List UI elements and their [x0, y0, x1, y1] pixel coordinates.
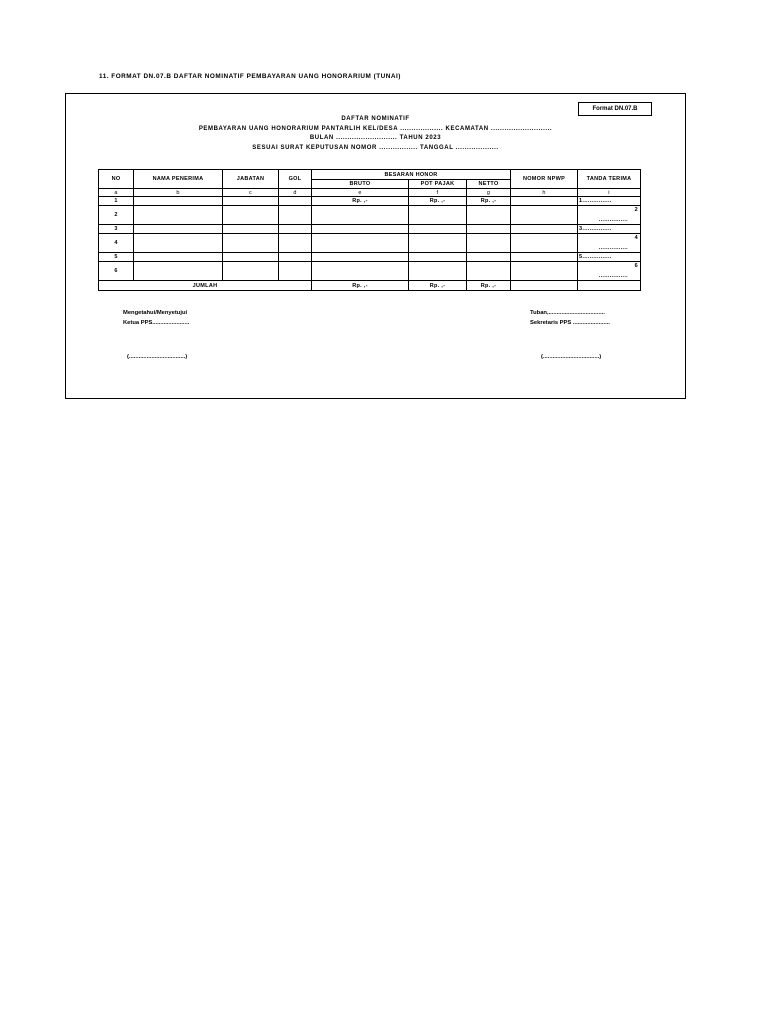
sign-dots: ................ [582, 198, 612, 204]
row-gol[interactable] [279, 253, 312, 262]
row-npwp[interactable] [511, 225, 578, 234]
header-pot-pajak: POT PAJAK [409, 180, 467, 189]
row-bruto[interactable] [312, 206, 409, 225]
total-label: JUMLAH [99, 281, 312, 291]
row-pot-pajak[interactable] [409, 262, 467, 281]
place-date-label: Tuban,................................... [530, 310, 605, 316]
row-nama[interactable] [134, 234, 223, 253]
total-npwp [511, 281, 578, 291]
row-npwp[interactable] [511, 197, 578, 206]
sign-number: 6 [634, 263, 639, 269]
row-tanda-terima[interactable] [578, 206, 641, 225]
letter-cell: b [134, 189, 223, 197]
nominatif-table [98, 169, 641, 291]
letter-cell: d [279, 189, 312, 197]
total-pot-pajak: Rp. ,- [409, 281, 467, 291]
row-netto[interactable] [467, 234, 511, 253]
header-gol: GOL [279, 170, 312, 189]
sign-number: 3 [579, 226, 583, 232]
row-no: 6 [99, 262, 134, 281]
sign-dots: ................ [582, 226, 612, 232]
approval-label: Mengetahui/Menyetujui [123, 310, 188, 316]
header-no: NO [99, 170, 134, 189]
title-line-2: PEMBAYARAN UANG HONORARIUM PANTARLIH KEL/DESA ................... KECAMATAN ........................... [198, 125, 553, 132]
row-gol[interactable] [279, 206, 312, 225]
row-gol[interactable] [279, 197, 312, 206]
row-netto[interactable] [467, 225, 511, 234]
row-nama[interactable] [134, 197, 223, 206]
header-tanda-terima: TANDA TERIMA [578, 170, 641, 189]
row-bruto[interactable] [312, 253, 409, 262]
row-netto[interactable] [467, 253, 511, 262]
row-no: 3 [99, 225, 134, 234]
title-line-3: BULAN ........................... TAHUN 2023 [309, 135, 442, 141]
signature-block-left [123, 308, 189, 328]
header-bruto: BRUTO [312, 180, 409, 189]
row-jabatan[interactable] [223, 234, 279, 253]
letter-cell: g [467, 189, 511, 197]
row-jabatan[interactable] [223, 253, 279, 262]
row-pot-pajak[interactable] [409, 253, 467, 262]
row-npwp[interactable] [511, 234, 578, 253]
row-npwp[interactable] [511, 253, 578, 262]
header-jabatan: JABATAN [223, 170, 279, 189]
chairman-label: Ketua PPS....................... [123, 320, 190, 326]
row-bruto[interactable] [312, 234, 409, 253]
letter-cell: i [578, 189, 641, 197]
signature-name-left[interactable]: (...................................) [127, 354, 188, 360]
table-row [99, 262, 641, 281]
row-pot-pajak[interactable] [409, 234, 467, 253]
header-netto: NETTO [467, 180, 511, 189]
table-row [99, 225, 641, 234]
total-tanda-terima [578, 281, 641, 291]
letter-row [99, 189, 641, 197]
form-frame [65, 93, 686, 399]
row-jabatan[interactable] [223, 262, 279, 281]
letter-cell: h [511, 189, 578, 197]
row-npwp[interactable] [511, 206, 578, 225]
row-nama[interactable] [134, 262, 223, 281]
format-label-box: Format DN.07.B [578, 102, 652, 116]
title-block [66, 115, 685, 153]
sign-dots: ................ [598, 273, 629, 279]
table-row [99, 234, 641, 253]
row-jabatan[interactable] [223, 206, 279, 225]
row-gol[interactable] [279, 262, 312, 281]
row-no: 4 [99, 234, 134, 253]
table-row [99, 253, 641, 262]
row-tanda-terima[interactable] [578, 253, 641, 262]
row-nama[interactable] [134, 225, 223, 234]
table-row [99, 197, 641, 206]
row-bruto: Rp. ,- [312, 197, 409, 206]
title-line-1: DAFTAR NOMINATIF [341, 116, 410, 122]
total-netto: Rp. ,- [467, 281, 511, 291]
row-pot-pajak[interactable] [409, 206, 467, 225]
row-nama[interactable] [134, 253, 223, 262]
row-nama[interactable] [134, 206, 223, 225]
row-no: 1 [99, 197, 134, 206]
sign-number: 4 [634, 235, 639, 241]
letter-cell: c [223, 189, 279, 197]
row-tanda-terima[interactable] [578, 234, 641, 253]
row-netto[interactable] [467, 262, 511, 281]
sign-number: 1 [579, 198, 583, 204]
row-netto: Rp. ,- [467, 197, 511, 206]
row-gol[interactable] [279, 234, 312, 253]
row-netto[interactable] [467, 206, 511, 225]
sign-dots: ................ [598, 245, 629, 251]
row-jabatan[interactable] [223, 197, 279, 206]
row-pot-pajak: Rp. ,- [409, 197, 467, 206]
sign-number: 2 [634, 207, 639, 213]
table-row [99, 206, 641, 225]
document-heading: 11. FORMAT DN.07.B DAFTAR NOMINATIF PEMBAYARAN UANG HONORARIUM (TUNAI) [99, 73, 401, 80]
sign-dots: ................ [598, 217, 629, 223]
row-tanda-terima[interactable] [578, 225, 641, 234]
row-no: 5 [99, 253, 134, 262]
row-tanda-terima[interactable] [578, 197, 641, 206]
row-npwp[interactable] [511, 262, 578, 281]
sign-dots: ................ [582, 254, 612, 260]
secretary-label: Sekretaris PPS ....................... [530, 320, 610, 326]
total-row [99, 281, 641, 291]
row-bruto[interactable] [312, 225, 409, 234]
header-besaran-honor: BESARAN HONOR [312, 170, 511, 180]
row-pot-pajak[interactable] [409, 225, 467, 234]
row-bruto[interactable] [312, 262, 409, 281]
sign-number: 5 [579, 254, 583, 260]
row-jabatan[interactable] [223, 225, 279, 234]
header-row-1 [99, 170, 641, 180]
signature-name-right[interactable]: (...................................) [541, 354, 602, 360]
signature-block-right [530, 308, 610, 328]
letter-cell: a [99, 189, 134, 197]
letter-cell: e [312, 189, 409, 197]
row-no: 2 [99, 206, 134, 225]
header-nomor-npwp: NOMOR NPWP [511, 170, 578, 189]
letter-cell: f [409, 189, 467, 197]
title-line-4: SESUAI SURAT KEPUTUSAN NOMOR ................. TANGGAL ................... [252, 144, 499, 151]
row-gol[interactable] [279, 225, 312, 234]
total-bruto: Rp. ,- [312, 281, 409, 291]
row-tanda-terima[interactable] [578, 262, 641, 281]
header-nama-penerima: NAMA PENERIMA [134, 170, 223, 189]
